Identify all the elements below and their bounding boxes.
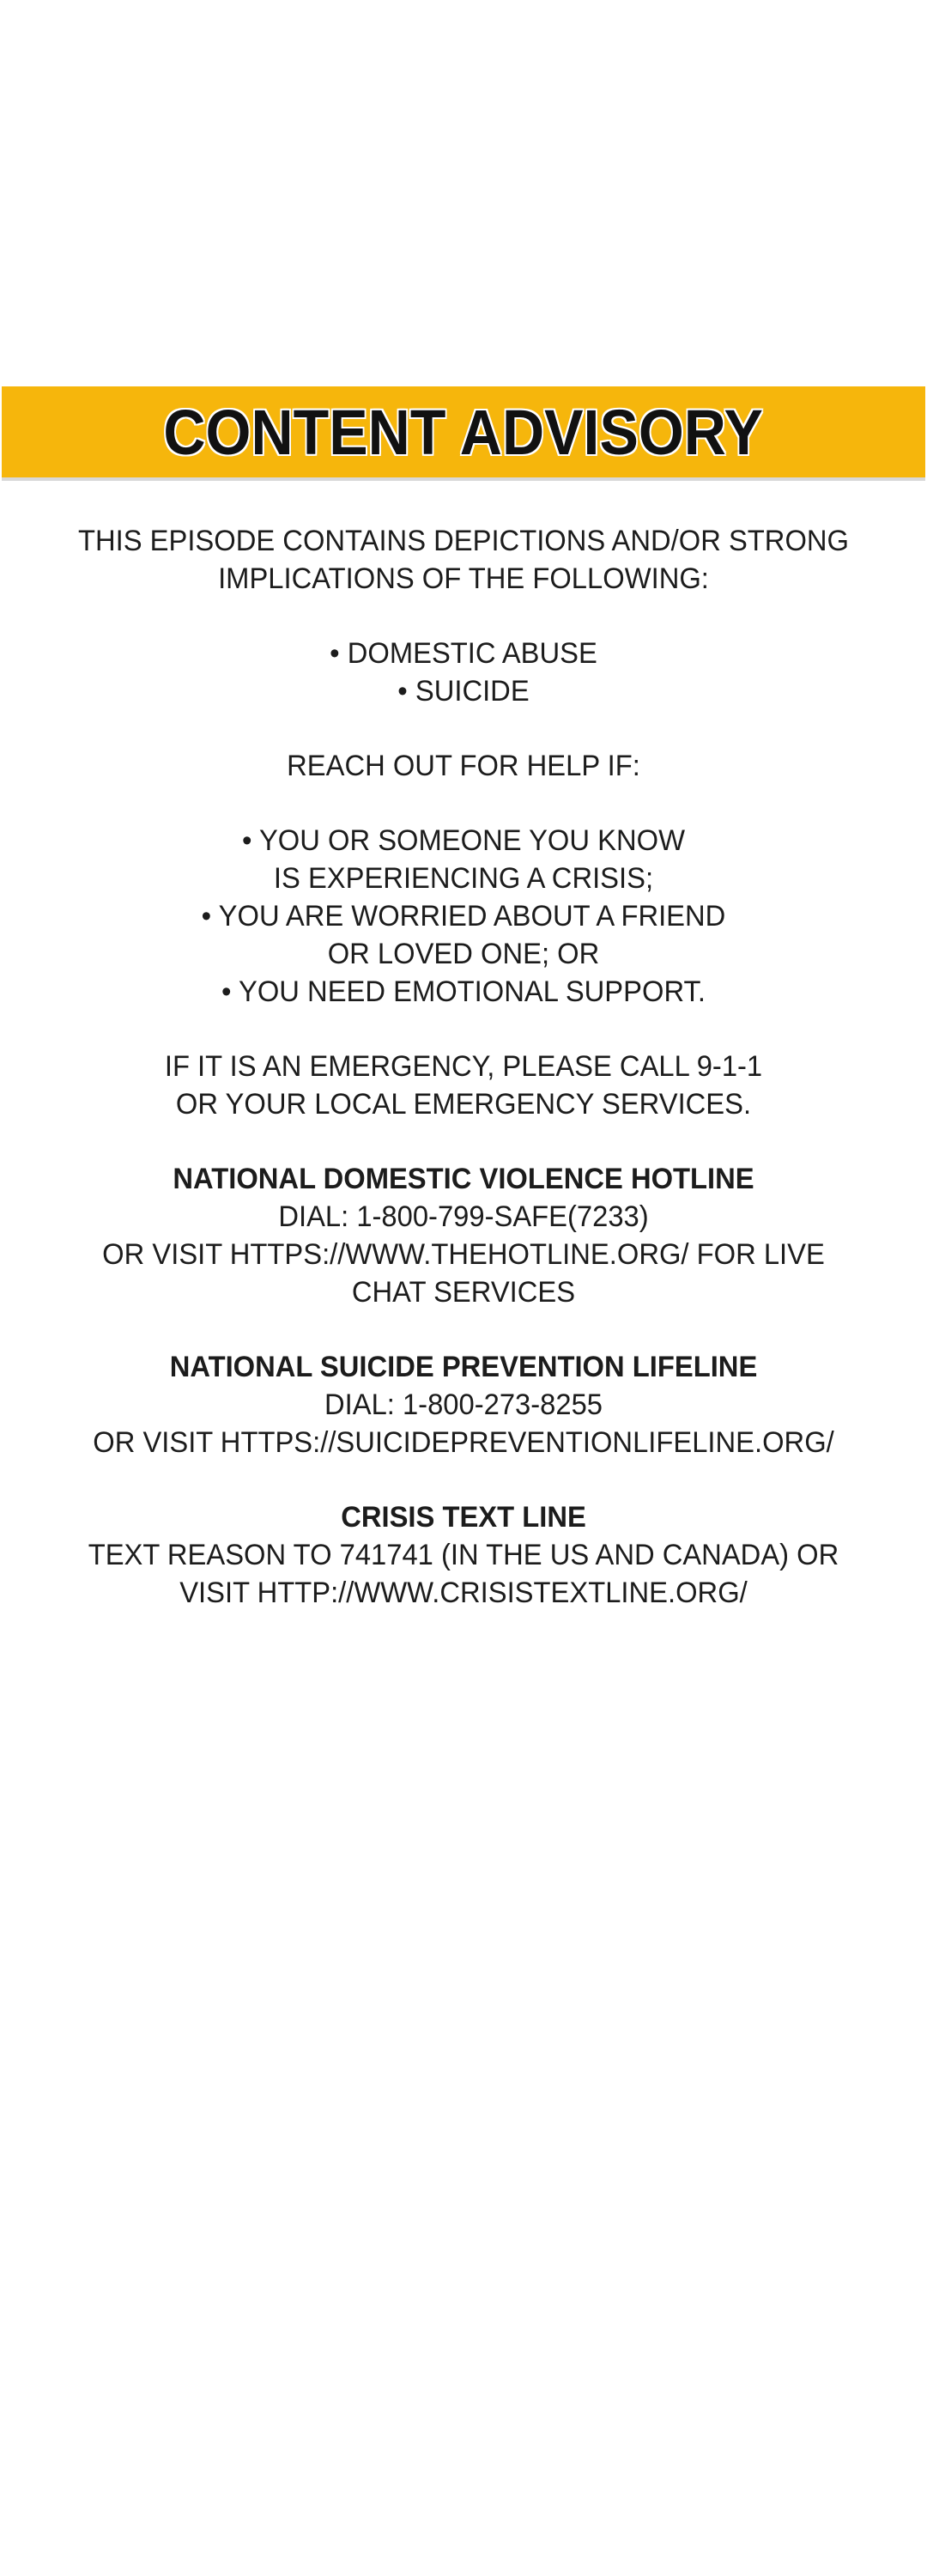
- hotline-dial: DIAL: 1-800-799-SAFE(7233): [278, 1200, 649, 1233]
- crisis-text-line-visit: VISIT HTTP://WWW.CRISISTEXTLINE.ORG/: [179, 1577, 748, 1609]
- reason-line: • YOU NEED EMOTIONAL SUPPORT.: [221, 975, 706, 1008]
- intro-line: IMPLICATIONS OF THE FOLLOWING:: [218, 562, 709, 595]
- topic-item-suicide: • SUICIDE: [397, 675, 530, 708]
- content-advisory-banner: [2, 386, 925, 477]
- hotline-visit-cont: CHAT SERVICES: [351, 1276, 576, 1309]
- banner-title: CONTENT ADVISORY: [163, 396, 764, 468]
- crisis-text-line-name: CRISIS TEXT LINE: [341, 1501, 586, 1534]
- crisis-text-line-text: TEXT REASON TO 741741 (IN THE US AND CANADA) OR: [88, 1539, 839, 1571]
- emergency-line: OR YOUR LOCAL EMERGENCY SERVICES.: [175, 1088, 752, 1121]
- emergency-line: IF IT IS AN EMERGENCY, PLEASE CALL 9-1-1: [164, 1050, 763, 1083]
- reason-line: OR LOVED ONE; OR: [327, 938, 600, 970]
- reach-out-heading: REACH OUT FOR HELP IF:: [287, 750, 640, 782]
- reason-line: • YOU ARE WORRIED ABOUT A FRIEND: [201, 900, 726, 933]
- reason-line: IS EXPERIENCING A CRISIS;: [273, 862, 654, 895]
- topic-item-domestic-abuse: • DOMESTIC ABUSE: [330, 637, 597, 670]
- lifeline-visit: OR VISIT HTTPS://SUICIDEPREVENTIONLIFELINE.ORG/: [93, 1426, 834, 1459]
- advisory-body: [0, 522, 927, 1612]
- reason-line: • YOU OR SOMEONE YOU KNOW: [242, 824, 685, 857]
- lifeline-name: NATIONAL SUICIDE PREVENTION LIFELINE: [169, 1351, 758, 1383]
- hotline-visit: OR VISIT HTTPS://WWW.THEHOTLINE.ORG/ FOR LIVE: [102, 1238, 825, 1271]
- intro-line: THIS EPISODE CONTAINS DEPICTIONS AND/OR STRONG: [77, 525, 850, 557]
- lifeline-dial: DIAL: 1-800-273-8255: [324, 1388, 603, 1421]
- hotline-name: NATIONAL DOMESTIC VIOLENCE HOTLINE: [173, 1163, 754, 1195]
